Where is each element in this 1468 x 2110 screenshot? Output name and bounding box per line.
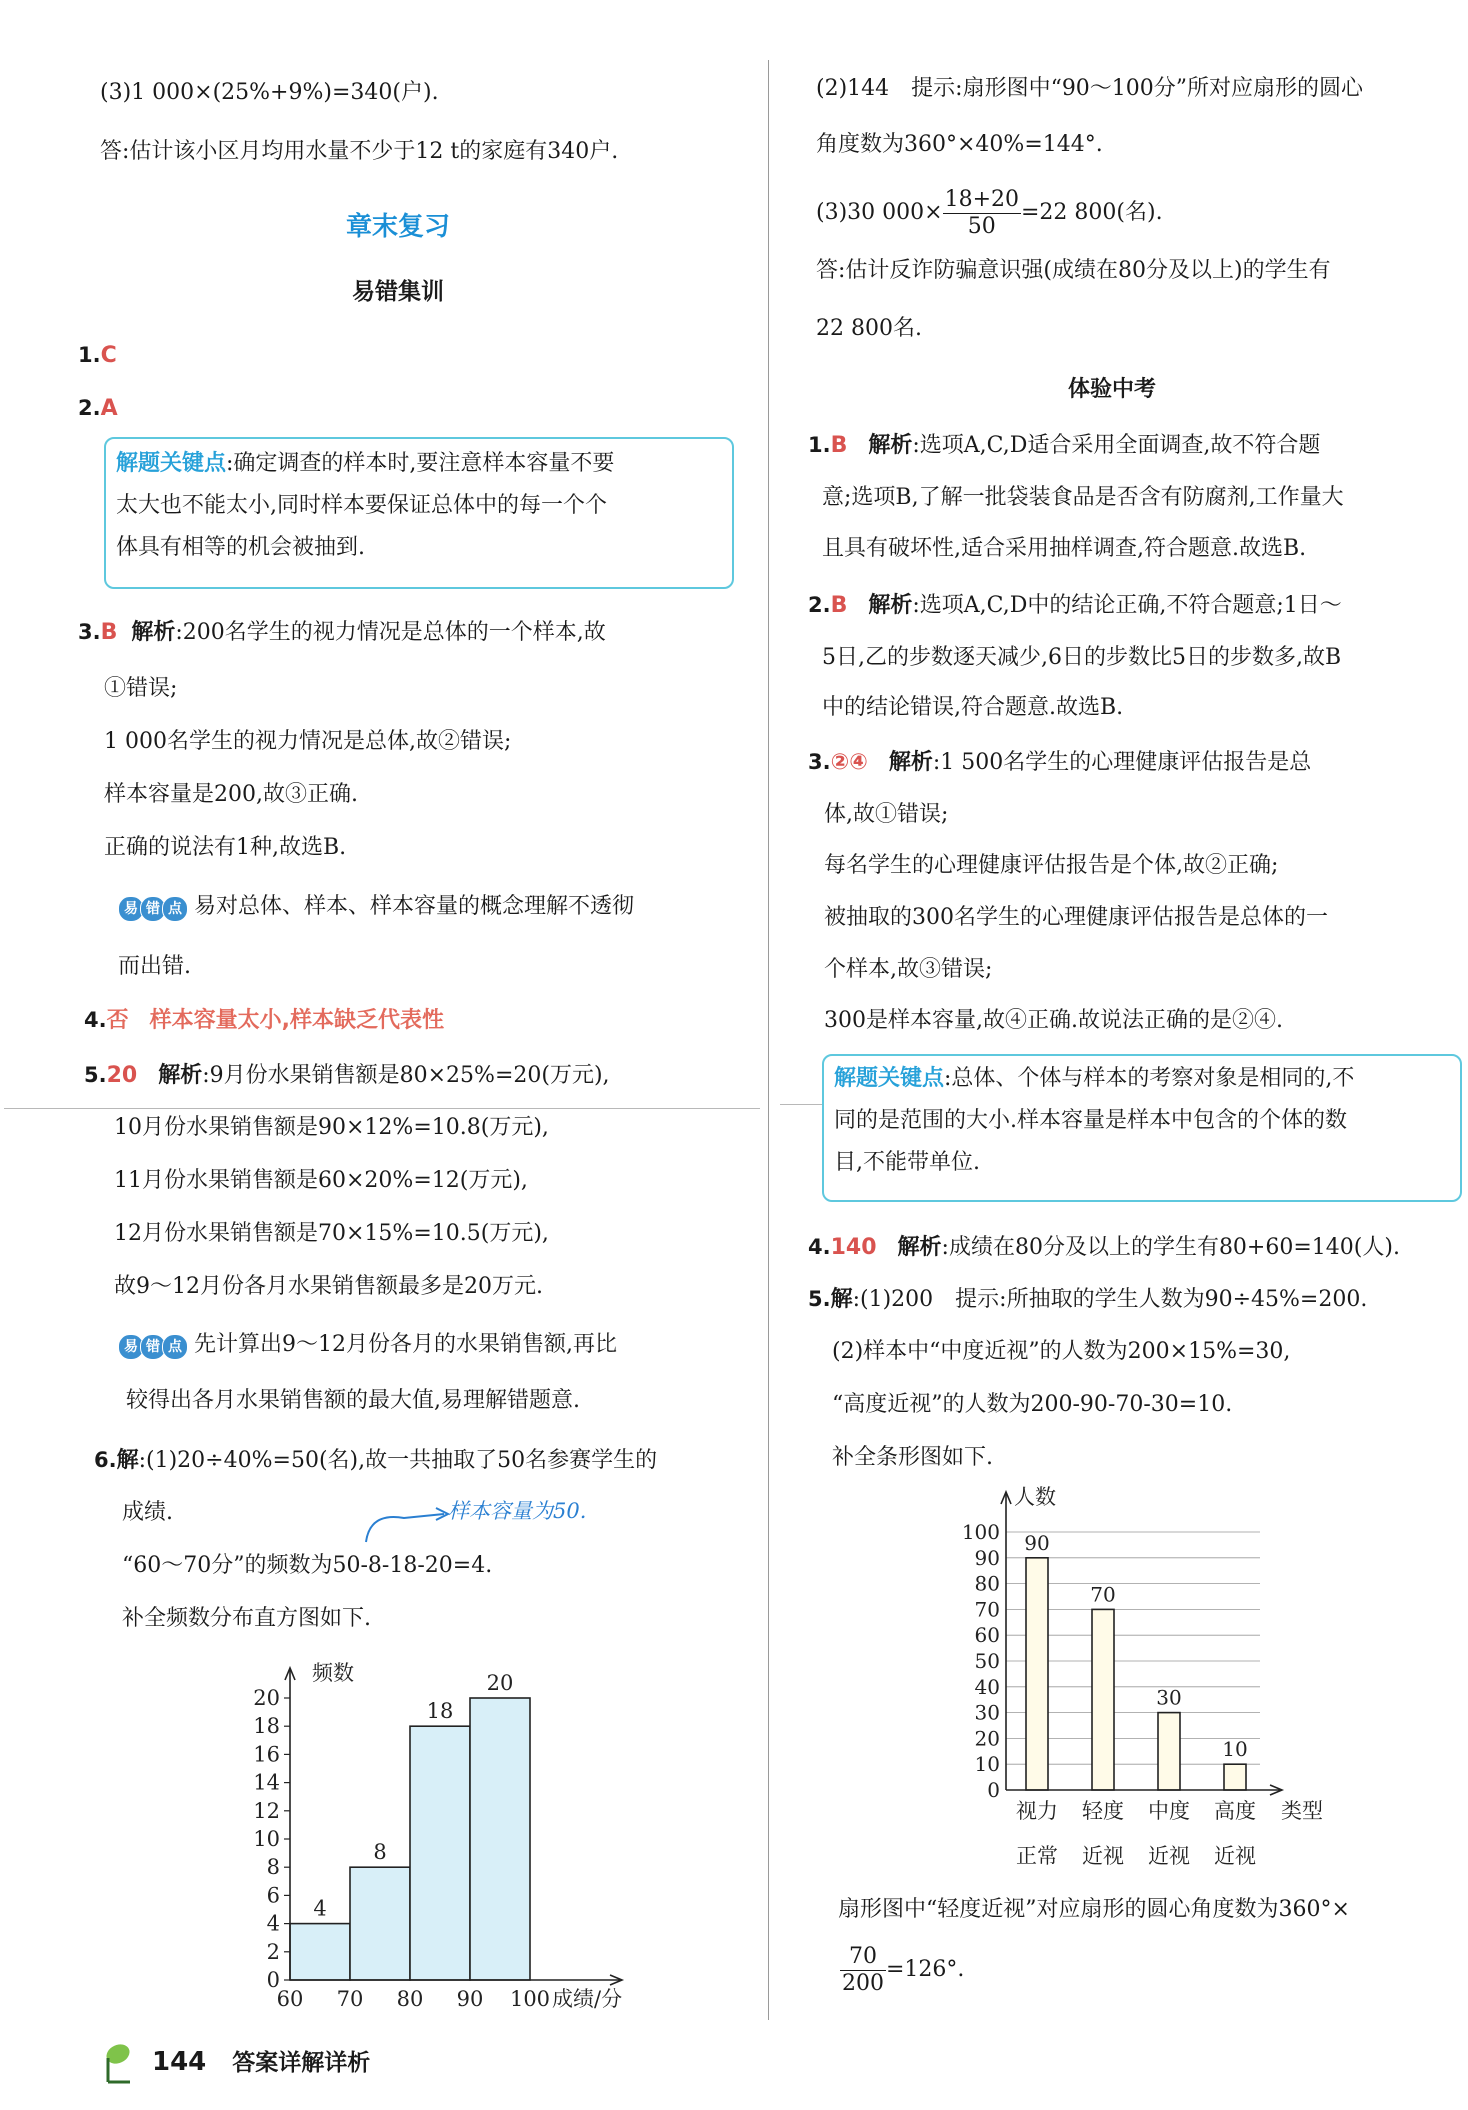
key-point-box	[822, 1054, 1462, 1202]
text-line: “高度近视”的人数为200-90-70-30=10.	[832, 1392, 1233, 1417]
bar-value-label: 30	[1156, 1685, 1182, 1710]
y-tick-label: 40	[974, 1674, 1000, 1699]
fraction-numerator: 18+20	[944, 186, 1019, 212]
y-tick-label: 16	[253, 1742, 280, 1767]
error-point-text: 易对总体、样本、样本容量的概念理解不透彻	[194, 894, 635, 919]
key-point-line: 目,不能带单位.	[834, 1150, 980, 1175]
question-number: 2.	[78, 396, 101, 420]
fraction-numerator: 70	[840, 1944, 886, 1971]
y-tick-label: 100	[961, 1520, 1000, 1544]
text-line: 体,故①错误;	[824, 802, 949, 827]
section-title: 章末复习	[346, 212, 451, 242]
answer-reason: 样本容量太小,样本缺乏代表性	[149, 1008, 444, 1033]
x-axis-label: 成绩/分	[552, 1987, 623, 2011]
text-line: 样本容量是200,故③正确.	[104, 782, 358, 807]
y-tick-label: 4	[266, 1911, 280, 1936]
bar-value-label: 18	[426, 1699, 454, 1724]
page-footer	[152, 2044, 370, 2077]
y-tick-label: 10	[253, 1827, 280, 1851]
fraction-line	[840, 1940, 964, 2000]
text-line: ①错误;	[104, 676, 178, 701]
analysis-keyword: 解析	[897, 1235, 942, 1260]
sub-title: 易错集训	[352, 279, 444, 305]
category-label-line1: 轻度	[1082, 1799, 1124, 1823]
sub-title: 体验中考	[1068, 377, 1157, 402]
text-line: 1 000名学生的视力情况是总体,故②错误;	[104, 729, 512, 754]
text-line: (3)1 000×(25%+9%)=340(户).	[100, 80, 439, 105]
handwritten-note: 样本容量为50.	[448, 1499, 587, 1523]
question-number: 4.	[84, 1008, 107, 1032]
bar-value-label: 4	[313, 1896, 327, 1921]
question-number: 1.	[78, 343, 101, 367]
x-tick-label: 80	[396, 1987, 424, 2011]
y-tick-label: 18	[253, 1714, 280, 1739]
x-tick-label: 70	[336, 1987, 364, 2011]
analysis-text: :成绩在80分及以上的学生有80+60=140(人).	[941, 1235, 1400, 1260]
analysis-text: :选项A,C,D适合采用全面调查,故不符合题	[912, 433, 1321, 458]
text-line: 个样本,故③错误;	[824, 957, 993, 982]
vision-bar-chart	[930, 1480, 1350, 1880]
y-tick-label: 20	[974, 1726, 1000, 1751]
answer: C	[100, 343, 117, 368]
text-line: 故9～12月份各月水果销售额最多是20万元.	[114, 1274, 543, 1299]
error-point	[118, 892, 634, 922]
question-4	[84, 1005, 444, 1036]
category-label-line1: 高度	[1214, 1799, 1256, 1823]
question-1	[808, 430, 1320, 461]
category-label-line2: 近视	[1082, 1844, 1124, 1868]
text-line: 5日,乙的步数逐天减少,6日的步数比5日的步数多,故B	[822, 645, 1342, 670]
frequency-histogram	[200, 1650, 680, 2020]
key-point-text: :总体、个体与样本的考察对象是相同的,不	[944, 1066, 1355, 1091]
answer: B	[830, 433, 848, 458]
question-number: 6.	[94, 1448, 117, 1472]
note-arrow	[360, 1502, 456, 1546]
question-number: 2.	[808, 593, 831, 617]
x-tick-label: 90	[456, 1987, 484, 2011]
text-segment: =126°.	[886, 1957, 965, 1982]
category-label-line1: 中度	[1148, 1799, 1190, 1823]
fraction-denominator: 50	[967, 213, 996, 239]
solution-keyword: 解	[830, 1287, 853, 1312]
y-tick-label: 8	[266, 1855, 280, 1880]
text-line: 角度数为360°×40%=144°.	[816, 132, 1103, 157]
text-segment: (3)30 000×	[816, 200, 943, 225]
error-point	[118, 1330, 617, 1360]
question-3	[78, 617, 606, 648]
y-tick-label: 12	[253, 1798, 280, 1823]
y-tick-label: 14	[253, 1770, 280, 1795]
y-tick-label: 50	[974, 1649, 1000, 1673]
question-number: 3.	[78, 620, 101, 644]
key-point-line: 体具有相等的机会被抽到.	[116, 535, 365, 560]
bar-value-label: 20	[486, 1671, 514, 1695]
analysis-text: :选项A,C,D中的结论正确,不符合题意;1日～	[912, 593, 1342, 618]
text-line: (2)144 提示:扇形图中“90～100分”所对应扇形的圆心	[816, 76, 1364, 101]
analysis-keyword: 解析	[888, 750, 933, 775]
leaf-icon	[100, 2040, 140, 2084]
text-line: 11月份水果销售额是60×20%=12(万元),	[114, 1168, 528, 1193]
fraction-denominator: 200	[842, 1970, 884, 1996]
key-point-line: 同的是范围的大小.样本容量是样本中包含的个体的数	[834, 1108, 1347, 1133]
y-tick-label: 70	[974, 1597, 1000, 1622]
y-tick-label: 80	[974, 1571, 1000, 1596]
category-bar	[1026, 1558, 1048, 1790]
question-5	[84, 1060, 610, 1091]
answer: B	[830, 593, 848, 618]
analysis-keyword: 解析	[131, 620, 176, 645]
question-5	[808, 1284, 1367, 1315]
category-bar	[1158, 1713, 1180, 1790]
analysis-keyword: 解析	[868, 593, 913, 618]
y-tick-label: 0	[266, 1968, 280, 1992]
analysis-text: :200名学生的视力情况是总体的一个样本,故	[175, 620, 606, 645]
question-2	[78, 393, 118, 424]
category-label-line2: 近视	[1148, 1844, 1190, 1868]
question-4	[808, 1232, 1400, 1263]
text-line: 答:估计该小区月均用水量不少于12 t的家庭有340户.	[100, 139, 619, 164]
text-line: 而出错.	[118, 954, 191, 979]
y-tick-label: 30	[974, 1700, 1000, 1725]
question-6	[94, 1445, 657, 1476]
text-line: 10月份水果销售额是90×12%=10.8(万元),	[114, 1115, 549, 1140]
key-point-box	[104, 437, 734, 589]
question-number: 3.	[808, 750, 831, 774]
y-tick-label: 60	[974, 1623, 1000, 1648]
page-number: 144	[152, 2047, 207, 2077]
histogram-bar	[470, 1698, 530, 1980]
text-line: (2)样本中“中度近视”的人数为200×15%=30,	[832, 1339, 1291, 1364]
bar-value-label: 90	[1024, 1530, 1050, 1555]
error-point-text: 先计算出9～12月份各月的水果销售额,再比	[194, 1332, 617, 1357]
text-line: 补全频数分布直方图如下.	[122, 1606, 371, 1631]
text-line: 22 800名.	[816, 316, 922, 341]
bar-value-label: 70	[1090, 1582, 1116, 1607]
category-bar	[1092, 1609, 1114, 1790]
category-label-line1: 视力	[1016, 1799, 1058, 1823]
solution-keyword: 解	[116, 1448, 139, 1473]
text-line: 较得出各月水果销售额的最大值,易理解错题意.	[126, 1388, 580, 1413]
fraction	[943, 187, 1021, 240]
histogram-bar	[410, 1726, 470, 1980]
bar-value-label: 8	[373, 1840, 387, 1865]
text-line: 中的结论错误,符合题意.故选B.	[822, 695, 1124, 720]
analysis-keyword: 解析	[158, 1063, 203, 1088]
question-3	[808, 747, 1311, 778]
text-line: 意;选项B,了解一批袋装食品是否含有防腐剂,工作量大	[822, 485, 1344, 510]
text-line: 且具有破坏性,适合采用抽样调查,符合题意.故选B.	[822, 536, 1307, 561]
answer: B	[100, 620, 118, 645]
x-tick-label: 60	[276, 1987, 304, 2011]
text-line: 被抽取的300名学生的心理健康评估报告是总体的一	[824, 905, 1328, 930]
key-point-line: 太大也不能太小,同时样本要保证总体中的每一个个	[116, 493, 607, 518]
answer: 140	[830, 1235, 877, 1260]
bar-value-label: 10	[1222, 1737, 1248, 1762]
key-point-label: 解题关键点	[834, 1066, 945, 1091]
text-line: 12月份水果销售额是70×15%=10.5(万元),	[114, 1221, 549, 1246]
text-line: 每名学生的心理健康评估报告是个体,故②正确;	[824, 853, 1279, 878]
question-1	[78, 340, 117, 371]
key-point-line	[116, 449, 722, 479]
horizontal-rule	[4, 1108, 760, 1109]
histogram-bar	[290, 1924, 350, 1980]
answer: A	[100, 396, 118, 421]
question-number: 1.	[808, 433, 831, 457]
category-label-line2: 近视	[1214, 1844, 1256, 1868]
analysis-keyword: 解析	[868, 433, 913, 458]
text-line: 300是样本容量,故④正确.故说法正确的是②④.	[824, 1008, 1283, 1033]
text-line: 正确的说法有1种,故选B.	[104, 835, 347, 860]
text-line: 答:估计反诈防骗意识强(成绩在80分及以上)的学生有	[816, 258, 1331, 283]
y-tick-label: 0	[987, 1778, 1000, 1802]
text-line: 补全条形图如下.	[832, 1445, 993, 1470]
y-tick-label: 20	[253, 1686, 280, 1710]
x-tick-label: 100	[509, 1987, 551, 2011]
text-line: “60～70分”的频数为50-8-18-20=4.	[122, 1553, 493, 1578]
error-point-badge: 易 错 点	[118, 892, 184, 922]
question-2	[808, 590, 1342, 621]
column-divider	[768, 60, 769, 2020]
fraction-line	[816, 184, 1163, 242]
answer: 20	[106, 1063, 138, 1088]
footer-title: 答案详解详析	[232, 2050, 371, 2076]
key-point-text: :确定调查的样本时,要注意样本容量不要	[226, 451, 615, 476]
analysis-text: :9月份水果销售额是80×25%=20(万元),	[202, 1063, 610, 1088]
text-line: 成绩.	[122, 1500, 173, 1525]
analysis-text: :1 500名学生的心理健康评估报告是总	[932, 750, 1312, 775]
y-axis-label: 频数	[312, 1661, 354, 1685]
key-point-line	[834, 1064, 1450, 1094]
x-axis-label: 类型	[1281, 1799, 1323, 1823]
solution-text: :(1)200 提示:所抽取的学生人数为90÷45%=200.	[852, 1287, 1368, 1312]
solution-text: :(1)20÷40%=50(名),故一共抽取了50名参赛学生的	[138, 1448, 658, 1473]
answer: 否	[106, 1008, 129, 1033]
question-number: 4.	[808, 1235, 831, 1259]
y-tick-label: 10	[974, 1752, 1000, 1777]
y-tick-label: 2	[266, 1939, 280, 1964]
category-bar	[1224, 1764, 1246, 1790]
key-point-label: 解题关键点	[116, 451, 227, 476]
y-axis-label: 人数	[1014, 1485, 1056, 1509]
question-number: 5.	[808, 1287, 831, 1311]
y-tick-label: 90	[974, 1545, 1000, 1570]
y-tick-label: 6	[266, 1883, 280, 1908]
text-line: 扇形图中“轻度近视”对应扇形的圆心角度数为360°×	[838, 1897, 1350, 1922]
category-label-line2: 正常	[1016, 1844, 1058, 1868]
text-segment: =22 800(名).	[1021, 200, 1163, 225]
question-number: 5.	[84, 1063, 107, 1087]
error-point-badge: 易 错 点	[118, 1330, 184, 1360]
histogram-bar	[350, 1867, 410, 1980]
answer: ②④	[830, 750, 868, 775]
fraction	[840, 1944, 886, 1997]
